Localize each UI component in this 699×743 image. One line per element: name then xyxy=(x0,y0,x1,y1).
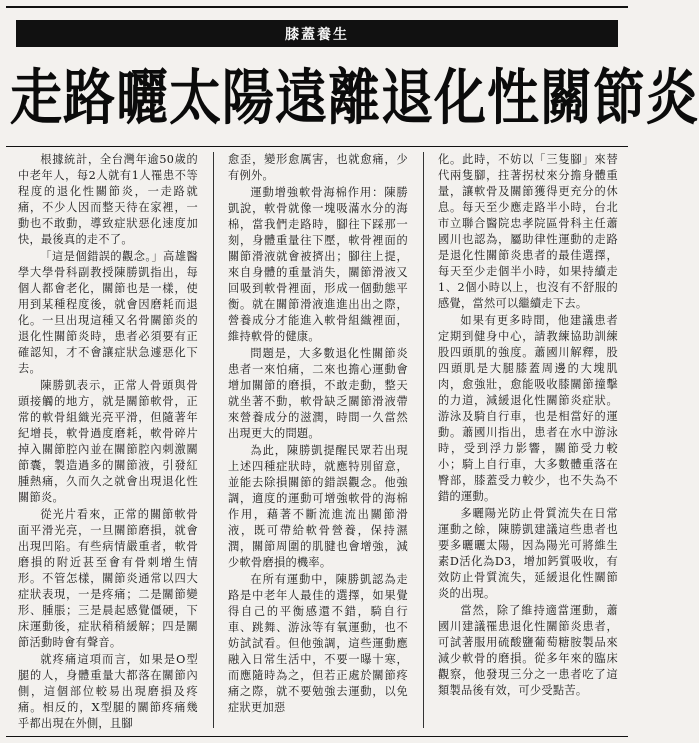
article-paragraph: 就疼痛這項而言，如果是O型腿的人，身體重量大都落在關節內側，這個部位較易出現磨損及疼痛。相反的，X型腿的關節疼痛幾乎都出現在外側，且腳 xyxy=(18,653,198,730)
article-paragraph: 「這是個錯誤的觀念。」高雄醫學大學骨科副教授陳勝凱指出，每個人都會老化，關節也是一樣，使用到某種程度後，就會因磨耗而退化。一旦出現這種又名骨關節炎的退化性關節炎時，患者必須要有正確認知，才不會讓症狀急遽惡化下去。 xyxy=(18,250,198,375)
headline-rule xyxy=(6,146,628,147)
article-paragraph: 運動增強軟骨海棉作用：陳勝凱說，軟骨就像一塊吸滿水分的海棉，當我們走路時，腳往下踩那一刻，身體重量往下壓，軟骨裡面的關節滑液就會被擠出；腳往上提，來自身體的重量消失，關節滑液又回吸到軟骨裡面，形成一個動態平衡。就在關節滑液進進出出之際，營養成分才能進入軟骨組織裡面，維持軟骨的健康。 xyxy=(228,186,408,343)
article-paragraph: 問題是，大多數退化性關節炎患者一來怕痛，二來也擔心運動會增加關節的磨損，不敢走動，整天就坐著不動，軟骨缺乏關節滑液帶來營養成分的滋潤，時間一久當然出現更大的問題。 xyxy=(228,347,408,440)
article-paragraph: 化。此時，不妨以「三隻腳」來替代兩隻腳，拄著拐杖來分擔身體重量，讓軟骨及關節獲得更充分的休息。每天至少應走路半小時，台北市立聯合醫院忠孝院區骨科主任蕭國川也認為，屬助律性運動的走路是退化性關節炎患者的最佳選擇，每天至少走個半小時，如果持續走1、2個小時以上，也沒有不舒服的感覺，當然可以繼續走下去。 xyxy=(438,153,618,310)
article-paragraph: 在所有運動中，陳勝凱認為走路是中老年人最佳的選擇，如果覺得自己的平衡感還不錯，騎自行車、跳舞、游泳等有氧運動，也不妨試試看。但他強調，這些運動應融入日常生活中，不要一曝十寒，而應隨時為之，但若正處於關節疼痛之際，就不要勉強去運動，以免症狀更加惡 xyxy=(228,573,408,714)
headline xyxy=(8,56,699,142)
article-paragraph: 根據統計，全台灣年逾50歲的中老年人，每2人就有1人罹患不等程度的退化性關節炎，一走路就痛，不少人因而整天待在家裡，一動也不敢動，導致症狀惡化速度加快，最後真的走不了。 xyxy=(18,153,198,246)
article-column-1 xyxy=(18,152,198,728)
article-paragraph: 如果有更多時間，他建議患者定期到健身中心，請教練協助訓練股四頭肌的強度。蕭國川解釋，股四頭肌是大腿膝蓋周邊的大塊肌肉，愈強壯，愈能吸收膝關節撞擊的力道，減緩退化性關節炎症狀。游泳及騎自行車，也是相當好的運動。蕭國川指出，患者在水中游泳時，受到浮力影響，關節受力較小；騎上自行車，大多數體重落在臀部，膝蓋受力較少，也不失為不錯的運動。 xyxy=(438,314,618,503)
top-rule xyxy=(6,6,628,8)
article-column-2 xyxy=(228,152,408,728)
section-label: 膝蓋養生 xyxy=(285,26,349,43)
article-columns xyxy=(18,152,618,728)
article-paragraph: 為此，陳勝凱提醒民眾若出現上述四種症狀時，就應特別留意，並能去除損關節的錯誤觀念。他強調，適度的運動可增強軟骨的海棉作用，藉著不斷流進流出關節滑液，既可帶給軟骨營養，保持濕潤，關節周圍的肌腱也會增強，減少軟骨磨損的機率。 xyxy=(228,444,408,569)
article-column-3 xyxy=(438,152,618,728)
bottom-rule xyxy=(6,736,628,737)
article-paragraph: 從光片看來，正常的關節軟骨面平滑光亮，一旦關節磨損，就會出現凹陷。有些病情嚴重者，軟骨磨損的附近甚至會有骨刺增生情形。不管怎樣，關節炎通常以四大症狀表現，一是疼痛；二是關節變形、腫脹；三是晨起感覺僵硬，下床運動後，症狀稍稍緩解；四是關節活動時會有聲音。 xyxy=(18,508,198,649)
article-paragraph: 多曬陽光防止骨質流失在日常運動之餘，陳勝凱建議這些患者也要多曬曬太陽，因為陽光可將維生素D活化為D3，增加鈣質吸收，有效防止骨質流失，延緩退化性關節炎的出現。 xyxy=(438,507,618,600)
article-paragraph: 愈歪，變形愈厲害，也就愈痛，少有例外。 xyxy=(228,153,408,182)
article-paragraph: 陳勝凱表示，正常人骨頭與骨頭接觸的地方，就是關節軟骨，正常的軟骨組織光亮平滑，但隨著年紀增長，軟骨過度磨耗，軟骨碎片掉入關節腔內並在關節腔內刺激關節囊，製造過多的關節液，引發紅腫熱痛，久而久之就會出現退化性關節炎。 xyxy=(18,379,198,504)
headline-left: 走路曬太陽 xyxy=(10,64,276,134)
article-paragraph: 當然，除了維持適當運動，蕭國川建議罹患退化性關節炎患者，可試著服用硫酸鹽葡萄糖胺製品來減少軟骨的磨損。從多年來的臨床觀察，他發現三分之一患者吃了這類製品後有效，可少受點苦。 xyxy=(438,604,618,697)
section-band xyxy=(16,20,618,47)
headline-right: 遠離退化性關節炎 xyxy=(275,64,699,134)
